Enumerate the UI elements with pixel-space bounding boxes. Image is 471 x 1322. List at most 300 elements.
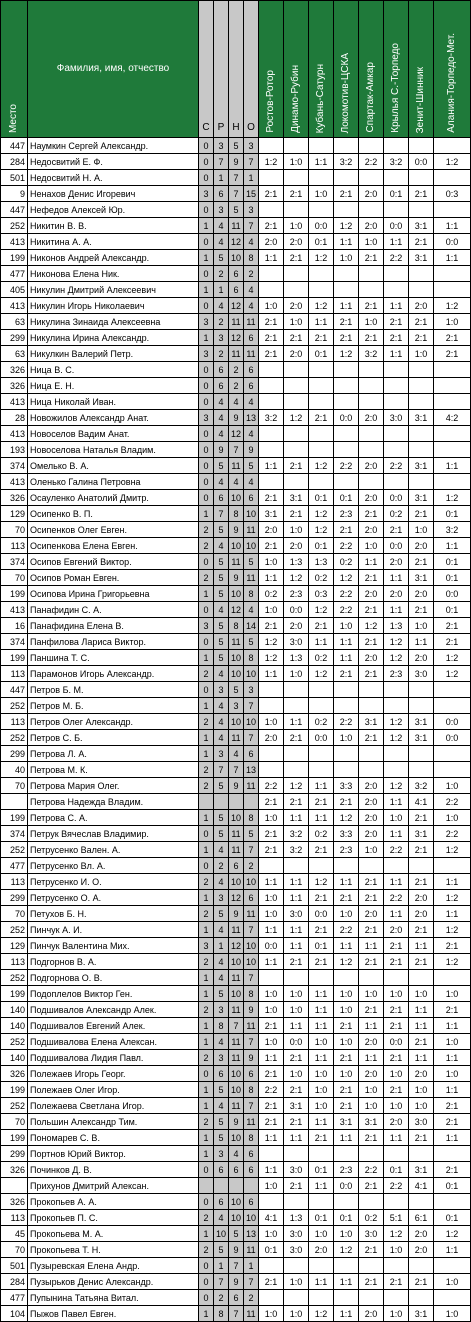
prediction-cell: 2:1 (409, 1034, 434, 1050)
prediction-cell (309, 170, 334, 186)
prediction-cell (409, 1258, 434, 1274)
stat-cell: 4 (214, 234, 229, 250)
stat-cell: 10 (244, 538, 259, 554)
stat-cell: 9 (229, 1114, 244, 1130)
stat-cell: 9 (244, 442, 259, 458)
prediction-cell (309, 282, 334, 298)
stat-cell: 4 (214, 922, 229, 938)
stat-cell: 1 (199, 1098, 214, 1114)
stat-cell: 1 (199, 1034, 214, 1050)
prediction-cell: 1:1 (384, 1130, 409, 1146)
prediction-cell (309, 1258, 334, 1274)
prediction-cell: 2:1 (284, 506, 309, 522)
stat-cell: 10 (229, 650, 244, 666)
stat-cell: 10 (244, 1210, 259, 1226)
place-cell: 28 (1, 410, 28, 426)
prediction-cell: 1:1 (434, 1242, 471, 1258)
place-cell: 199 (1, 650, 28, 666)
prediction-cell (334, 970, 359, 986)
place-cell: 113 (1, 1210, 28, 1226)
name-cell: Пинчук Валентина Мих. (28, 938, 199, 954)
name-cell: Прокопьева М. А. (28, 1226, 199, 1242)
prediction-cell: 2:0 (359, 410, 384, 426)
prediction-cell: 1:1 (259, 1050, 284, 1066)
prediction-cell: 2:1 (309, 1130, 334, 1146)
table-row (1, 858, 471, 874)
stat-cell: 11 (244, 522, 259, 538)
prediction-cell: 3:1 (284, 490, 309, 506)
stat-cell: 10 (229, 874, 244, 890)
prediction-cell: 1:0 (309, 1034, 334, 1050)
prediction-cell: 2:1 (434, 938, 471, 954)
stat-cell: 12 (229, 890, 244, 906)
stat-cell: 4 (214, 698, 229, 714)
prediction-cell: 1:0 (434, 1034, 471, 1050)
prediction-cell: 0:0 (409, 154, 434, 170)
prediction-cell: 2:1 (409, 842, 434, 858)
prediction-cell (359, 378, 384, 394)
stat-cell: 2 (199, 522, 214, 538)
table-row (1, 138, 471, 154)
stat-cell: 1 (244, 1258, 259, 1274)
stat-cell: 10 (229, 538, 244, 554)
table-row (1, 170, 471, 186)
stat-cell: 0 (199, 442, 214, 458)
name-cell: Петрусенко О. А. (28, 890, 199, 906)
prediction-cell: 1:2 (334, 1242, 359, 1258)
prediction-cell: 1:0 (359, 842, 384, 858)
name-header: Фамилия, имя, отчество (28, 1, 199, 138)
stat-cell: 11 (229, 970, 244, 986)
stat-cell: 15 (244, 186, 259, 202)
table-row (1, 1194, 471, 1210)
prediction-cell (259, 202, 284, 218)
stat-cell: 4 (244, 602, 259, 618)
prediction-cell: 2:0 (409, 298, 434, 314)
prediction-cell: 2:0 (384, 554, 409, 570)
prediction-cell: 2:1 (409, 330, 434, 346)
prediction-cell: 0:2 (359, 1210, 384, 1226)
stat-cell: 3 (214, 202, 229, 218)
stat-cell: 8 (244, 986, 259, 1002)
table-row (1, 1242, 471, 1258)
name-cell: Наумкин Сергей Александр. (28, 138, 199, 154)
name-cell: Оленько Галина Петровна (28, 474, 199, 490)
prediction-cell: 0:0 (434, 730, 471, 746)
prediction-cell: 2:0 (284, 618, 309, 634)
stat-cell: 4 (214, 426, 229, 442)
prediction-cell (284, 474, 309, 490)
stat-cell: 6 (214, 1066, 229, 1082)
prediction-cell: 1:2 (384, 650, 409, 666)
prediction-cell: 0:1 (309, 490, 334, 506)
prediction-cell: 1:2 (434, 954, 471, 970)
prediction-cell: 1:1 (434, 906, 471, 922)
prediction-cell (334, 282, 359, 298)
prediction-cell (334, 426, 359, 442)
prediction-cell: 2:1 (409, 506, 434, 522)
prediction-cell (384, 1194, 409, 1210)
prediction-cell: 1:1 (284, 714, 309, 730)
prediction-cell: 1:1 (334, 650, 359, 666)
prediction-cell: 2:1 (284, 250, 309, 266)
stat-cell: 2 (214, 266, 229, 282)
prediction-cell: 3:3 (334, 778, 359, 794)
prediction-cell: 2:3 (334, 1162, 359, 1178)
prediction-cell: 2:1 (434, 1114, 471, 1130)
prediction-cell (284, 394, 309, 410)
prediction-cell: 3:1 (409, 490, 434, 506)
prediction-cell (359, 202, 384, 218)
stat-cell: 11 (244, 1242, 259, 1258)
stat-cell: 3 (244, 138, 259, 154)
stat-cell: 8 (244, 1082, 259, 1098)
name-cell: Петрова Л. А. (28, 746, 199, 762)
stat-cell: 5 (214, 778, 229, 794)
prediction-cell: 2:1 (309, 330, 334, 346)
prediction-cell (434, 474, 471, 490)
place-cell: 70 (1, 1242, 28, 1258)
prediction-cell (409, 970, 434, 986)
stat-cell: 5 (214, 634, 229, 650)
place-cell: 413 (1, 298, 28, 314)
name-cell: Петрова Надежда Владим. (28, 794, 199, 810)
stat-cell: 11 (229, 634, 244, 650)
prediction-cell: 2:1 (284, 730, 309, 746)
stat-cell: 1 (199, 506, 214, 522)
place-cell: 45 (1, 1226, 28, 1242)
prediction-cell (434, 282, 471, 298)
prediction-cell (284, 426, 309, 442)
prediction-cell: 1:2 (434, 922, 471, 938)
prediction-cell: 0:1 (434, 554, 471, 570)
stat-cell: 0 (199, 490, 214, 506)
prediction-cell: 1:0 (259, 810, 284, 826)
stat-cell: 6 (229, 1162, 244, 1178)
stat-cell: 11 (229, 1050, 244, 1066)
place-cell: 140 (1, 1018, 28, 1034)
stat-cell: 10 (229, 1066, 244, 1082)
name-cell: Новоселова Наталья Владим. (28, 442, 199, 458)
stat-cell: 9 (229, 1242, 244, 1258)
prediction-cell (334, 474, 359, 490)
stat-cell: 2 (199, 906, 214, 922)
name-cell: Починков Д. В. (28, 1162, 199, 1178)
prediction-cell (334, 170, 359, 186)
name-cell: Никулкин Валерий Петр. (28, 346, 199, 362)
prediction-cell (284, 282, 309, 298)
place-cell: 113 (1, 666, 28, 682)
prediction-cell: 3:2 (284, 826, 309, 842)
stat-cell: 13 (244, 1226, 259, 1242)
prediction-cell: 2:1 (259, 1018, 284, 1034)
prediction-cell: 1:2 (384, 634, 409, 650)
prediction-cell: 1:1 (259, 458, 284, 474)
stat-cell: 12 (229, 298, 244, 314)
stat-cell: 9 (229, 154, 244, 170)
prediction-cell: 2:1 (359, 634, 384, 650)
prediction-cell (434, 394, 471, 410)
prediction-cell (334, 1290, 359, 1306)
prediction-cell: 3:3 (334, 826, 359, 842)
stat-cell: 6 (229, 266, 244, 282)
prediction-cell: 1:2 (434, 650, 471, 666)
name-cell: Осипов Роман Евген. (28, 570, 199, 586)
name-cell: Прокопьева Т. Н. (28, 1242, 199, 1258)
prediction-cell: 2:1 (334, 314, 359, 330)
prediction-cell: 2:0 (359, 778, 384, 794)
prediction-cell: 2:1 (259, 826, 284, 842)
place-cell: 374 (1, 826, 28, 842)
prediction-cell: 4:1 (409, 794, 434, 810)
prediction-cell: 2:2 (384, 1178, 409, 1194)
stat-cell: 1 (244, 170, 259, 186)
prediction-cell: 2:1 (284, 1114, 309, 1130)
prediction-cell (384, 202, 409, 218)
prediction-cell (434, 1290, 471, 1306)
stat-cell: 6 (229, 1290, 244, 1306)
place-cell: 501 (1, 170, 28, 186)
prediction-cell: 1:0 (284, 218, 309, 234)
table-row (1, 1290, 471, 1306)
name-cell: Подгорнов В. А. (28, 954, 199, 970)
stat-cell: 1 (214, 282, 229, 298)
prediction-cell: 1:3 (309, 554, 334, 570)
match-header: Алания-Торпедо-Мет. (434, 1, 471, 138)
place-cell: 252 (1, 1098, 28, 1114)
prediction-cell (409, 762, 434, 778)
prediction-cell (259, 970, 284, 986)
prediction-cell (284, 378, 309, 394)
stat-cell: 1 (214, 938, 229, 954)
prediction-cell (284, 970, 309, 986)
table-row (1, 1146, 471, 1162)
prediction-cell: 1:0 (284, 666, 309, 682)
stat-cell: 1 (199, 986, 214, 1002)
prediction-cell: 3:2 (359, 346, 384, 362)
prediction-cell (334, 378, 359, 394)
stat-cell: 5 (214, 570, 229, 586)
prediction-cell: 1:1 (309, 154, 334, 170)
stat-cell: 6 (244, 890, 259, 906)
prediction-cell (309, 746, 334, 762)
prediction-cell: 0:1 (309, 234, 334, 250)
prediction-cell (359, 362, 384, 378)
stat-cell: 10 (229, 1210, 244, 1226)
prediction-cell: 1:0 (334, 618, 359, 634)
place-cell: 284 (1, 1274, 28, 1290)
prediction-cell: 2:1 (384, 314, 409, 330)
stat-cell: 5 (214, 554, 229, 570)
table-row (1, 1178, 471, 1194)
prediction-cell: 2:1 (259, 618, 284, 634)
table-row (1, 554, 471, 570)
prediction-cell: 2:1 (384, 938, 409, 954)
prediction-cell: 3:1 (409, 410, 434, 426)
prediction-cell: 2:0 (359, 1066, 384, 1082)
prediction-cell: 1:1 (259, 1130, 284, 1146)
prediction-cell: 1:1 (409, 938, 434, 954)
prediction-cell (334, 762, 359, 778)
prediction-cell: 2:0 (309, 1242, 334, 1258)
prediction-cell: 2:1 (384, 954, 409, 970)
prediction-cell (309, 394, 334, 410)
stat-cell: 7 (229, 442, 244, 458)
table-row (1, 522, 471, 538)
table-row (1, 506, 471, 522)
prediction-cell (309, 474, 334, 490)
prediction-cell: 0:2 (259, 586, 284, 602)
stat-cell: 2 (199, 1210, 214, 1226)
name-cell: Пузырьков Денис Александр. (28, 1274, 199, 1290)
prediction-cell: 1:2 (359, 618, 384, 634)
prediction-cell: 1:2 (309, 1306, 334, 1322)
place-cell: 252 (1, 730, 28, 746)
prediction-cell: 1:0 (409, 618, 434, 634)
place-cell: 140 (1, 1050, 28, 1066)
prediction-cell: 1:0 (359, 986, 384, 1002)
prediction-cell: 1:0 (434, 1306, 471, 1322)
header-row (1, 1, 471, 138)
stat-cell: 6 (244, 378, 259, 394)
table-row (1, 602, 471, 618)
match-header: Ростов-Ротор (259, 1, 284, 138)
name-cell: Осауленко Анатолий Дмитр. (28, 490, 199, 506)
prediction-cell: 0:0 (384, 490, 409, 506)
stat-cell: 0 (199, 682, 214, 698)
prediction-cell (284, 1194, 309, 1210)
prediction-cell: 1:1 (259, 874, 284, 890)
stat-cell: 6 (244, 362, 259, 378)
place-cell: 413 (1, 234, 28, 250)
place-cell: 193 (1, 442, 28, 458)
prediction-cell: 2:1 (409, 954, 434, 970)
prediction-cell: 2:1 (434, 618, 471, 634)
stat-cell: 0 (199, 1162, 214, 1178)
prediction-cell: 1:0 (359, 1082, 384, 1098)
stat-cell: 4 (214, 602, 229, 618)
table-row (1, 1066, 471, 1082)
prediction-cell (284, 1290, 309, 1306)
table-row (1, 970, 471, 986)
table-row (1, 1162, 471, 1178)
place-cell: 284 (1, 154, 28, 170)
table-row (1, 250, 471, 266)
stat-cell: 11 (244, 1114, 259, 1130)
table-row (1, 810, 471, 826)
prediction-cell: 2:1 (359, 954, 384, 970)
prediction-cell (384, 426, 409, 442)
prediction-cell: 2:1 (259, 218, 284, 234)
stat-cell: 0 (199, 1194, 214, 1210)
stat-cell: 7 (214, 154, 229, 170)
prediction-cell: 1:2 (284, 570, 309, 586)
table-row (1, 362, 471, 378)
stat-cell: 0 (199, 1066, 214, 1082)
stat-cell: 8 (229, 506, 244, 522)
prediction-cell: 3:1 (359, 714, 384, 730)
stat-cell: 0 (199, 298, 214, 314)
place-cell: 70 (1, 1114, 28, 1130)
stat-cell: 0 (199, 1274, 214, 1290)
prediction-cell: 2:2 (334, 922, 359, 938)
prediction-cell: 1:1 (434, 1050, 471, 1066)
name-cell: Новоселов Вадим Анат. (28, 426, 199, 442)
prediction-cell: 3:1 (334, 1114, 359, 1130)
prediction-cell: 0:0 (259, 938, 284, 954)
name-cell: Никитина А. А. (28, 234, 199, 250)
prediction-cell: 3:0 (409, 1114, 434, 1130)
stat-cell: 6 (214, 1194, 229, 1210)
prediction-cell: 2:0 (359, 650, 384, 666)
prediction-cell: 1:1 (334, 634, 359, 650)
prediction-cell (359, 858, 384, 874)
prediction-cell: 3:1 (409, 250, 434, 266)
prediction-cell (384, 362, 409, 378)
prediction-cell: 0:1 (384, 1162, 409, 1178)
prediction-cell: 2:2 (259, 778, 284, 794)
stat-cell: 7 (214, 1274, 229, 1290)
prediction-cell: 3:1 (409, 570, 434, 586)
prediction-cell: 2:1 (409, 810, 434, 826)
stat-cell: 0 (199, 154, 214, 170)
prediction-cell: 1:1 (259, 954, 284, 970)
stat-cell: 2 (199, 1114, 214, 1130)
table-row (1, 394, 471, 410)
stat-cell: 11 (229, 218, 244, 234)
prediction-cell: 1:0 (434, 1066, 471, 1082)
prediction-cell: 2:1 (334, 1098, 359, 1114)
stat-cell: 5 (244, 458, 259, 474)
stat-cell: 10 (229, 490, 244, 506)
prediction-cell: 2:1 (359, 298, 384, 314)
table-row (1, 1050, 471, 1066)
prediction-cell: 1:0 (409, 1082, 434, 1098)
stat-cell: 5 (214, 810, 229, 826)
place-cell: 63 (1, 314, 28, 330)
stat-cell: 5 (214, 1130, 229, 1146)
name-cell: Новожилов Александр Анат. (28, 410, 199, 426)
prediction-cell (359, 762, 384, 778)
stat-cell: 9 (229, 570, 244, 586)
table-row (1, 714, 471, 730)
stat-cell: 4 (214, 298, 229, 314)
prediction-cell (259, 762, 284, 778)
prediction-cell (334, 1194, 359, 1210)
name-cell: Полежаев Олег Игор. (28, 1082, 199, 1098)
prediction-cell (284, 170, 309, 186)
prediction-cell: 2:1 (259, 330, 284, 346)
table-row (1, 842, 471, 858)
prediction-cell: 2:1 (359, 1242, 384, 1258)
prediction-cell: 2:1 (284, 954, 309, 970)
stat-cell: 1 (199, 250, 214, 266)
stat-cell: 3 (199, 938, 214, 954)
prediction-cell: 2:1 (359, 922, 384, 938)
prediction-cell: 0:0 (434, 714, 471, 730)
prediction-cell: 2:1 (359, 330, 384, 346)
prediction-cell (259, 1194, 284, 1210)
prediction-cell: 1:3 (284, 554, 309, 570)
prediction-cell: 2:1 (434, 1162, 471, 1178)
prediction-cell: 0:0 (284, 602, 309, 618)
prediction-cell: 2:1 (334, 794, 359, 810)
prediction-cell: 3:2 (409, 778, 434, 794)
prediction-cell: 1:3 (284, 650, 309, 666)
stat-cell: 11 (244, 314, 259, 330)
stat-cell: 7 (244, 1274, 259, 1290)
prediction-cell: 2:1 (409, 314, 434, 330)
